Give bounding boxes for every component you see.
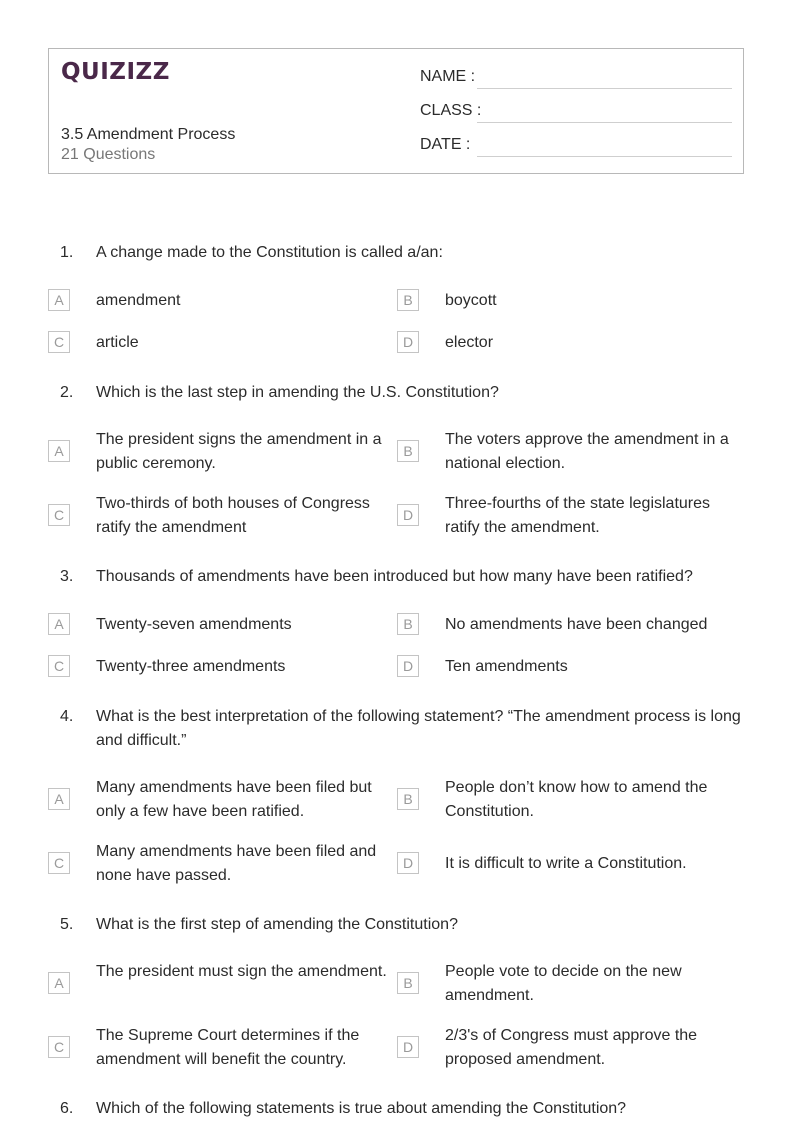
option-text: The president must sign the amendment. (96, 963, 387, 980)
option-letter-box[interactable]: A (48, 972, 70, 994)
option-letter-box[interactable]: D (397, 331, 419, 353)
worksheet-header (48, 48, 744, 174)
option-text: elector (445, 334, 494, 351)
option-letter-box[interactable]: B (397, 972, 419, 994)
option-letter-box[interactable]: B (397, 289, 419, 311)
option-letter-box[interactable]: C (48, 655, 70, 677)
option-letter-box[interactable]: C (48, 331, 70, 353)
class-label: CLASS : (420, 102, 482, 119)
question-number: 5. (60, 916, 74, 933)
option-text: boycott (445, 292, 497, 309)
option-letter-box[interactable]: C (48, 1036, 70, 1058)
question-text: What is the first step of amending the Constitution? (96, 916, 458, 933)
option-letter-box[interactable]: A (48, 440, 70, 462)
question-number: 4. (60, 708, 74, 725)
option-text: People vote to decide on the new amendment. (445, 963, 682, 1004)
class-line[interactable] (477, 114, 732, 123)
date-label: DATE : (420, 136, 471, 153)
question-text: A change made to the Constitution is called a/an: (96, 244, 443, 261)
question-number: 3. (60, 568, 74, 585)
option-letter-box[interactable]: D (397, 1036, 419, 1058)
question-text: Which of the following statements is true about amending the Constitution? (96, 1100, 627, 1117)
option-text: Many amendments have been filed and none have passed. (96, 843, 377, 884)
question-count: 21 Questions (61, 146, 156, 163)
option-text: Twenty-three amendments (96, 658, 286, 675)
option-text: Many amendments have been filed but only a few have been ratified. (96, 779, 372, 820)
worksheet-title: 3.5 Amendment Process (61, 126, 236, 143)
option-text: People don’t know how to amend the Constitution. (445, 779, 708, 820)
option-text: amendment (96, 292, 181, 309)
option-letter-box[interactable]: A (48, 613, 70, 635)
question-text: Which is the last step in amending the U.S. Constitution? (96, 384, 499, 401)
option-text: It is difficult to write a Constitution. (445, 855, 687, 872)
question-number: 2. (60, 384, 74, 401)
option-letter-box[interactable]: D (397, 655, 419, 677)
option-letter-box[interactable]: B (397, 788, 419, 810)
name-line[interactable] (477, 80, 732, 89)
option-letter-box[interactable]: C (48, 504, 70, 526)
option-letter-box[interactable]: A (48, 788, 70, 810)
option-letter-box[interactable]: D (397, 852, 419, 874)
name-label: NAME : (420, 68, 476, 85)
quizizz-logo: QUIZIZZ (61, 59, 170, 85)
option-text: The president signs the amendment in a public ceremony. (96, 431, 382, 472)
option-text: The Supreme Court determines if the amendment will benefit the country. (96, 1027, 360, 1068)
option-letter-box[interactable]: B (397, 440, 419, 462)
question-number: 1. (60, 244, 74, 261)
option-text: The voters approve the amendment in a national election. (445, 431, 729, 472)
question-number: 6. (60, 1100, 74, 1117)
option-text: No amendments have been changed (445, 616, 708, 633)
option-letter-box[interactable]: B (397, 613, 419, 635)
question-text: Thousands of amendments have been introduced but how many have been ratified? (96, 568, 693, 585)
option-letter-box[interactable]: C (48, 852, 70, 874)
option-text: Three-fourths of the state legislatures ratify the amendment. (445, 495, 711, 536)
option-text: article (96, 334, 139, 351)
option-letter-box[interactable]: A (48, 289, 70, 311)
option-text: 2/3's of Congress must approve the proposed amendment. (445, 1027, 698, 1068)
question-text: What is the best interpretation of the following statement? “The amendment process is long and difficult.” (96, 708, 741, 749)
option-text: Twenty-seven amendments (96, 616, 292, 633)
option-text: Two-thirds of both houses of Congress ratify the amendment (96, 495, 370, 536)
option-text: Ten amendments (445, 658, 568, 675)
date-line[interactable] (477, 148, 732, 157)
option-letter-box[interactable]: D (397, 504, 419, 526)
